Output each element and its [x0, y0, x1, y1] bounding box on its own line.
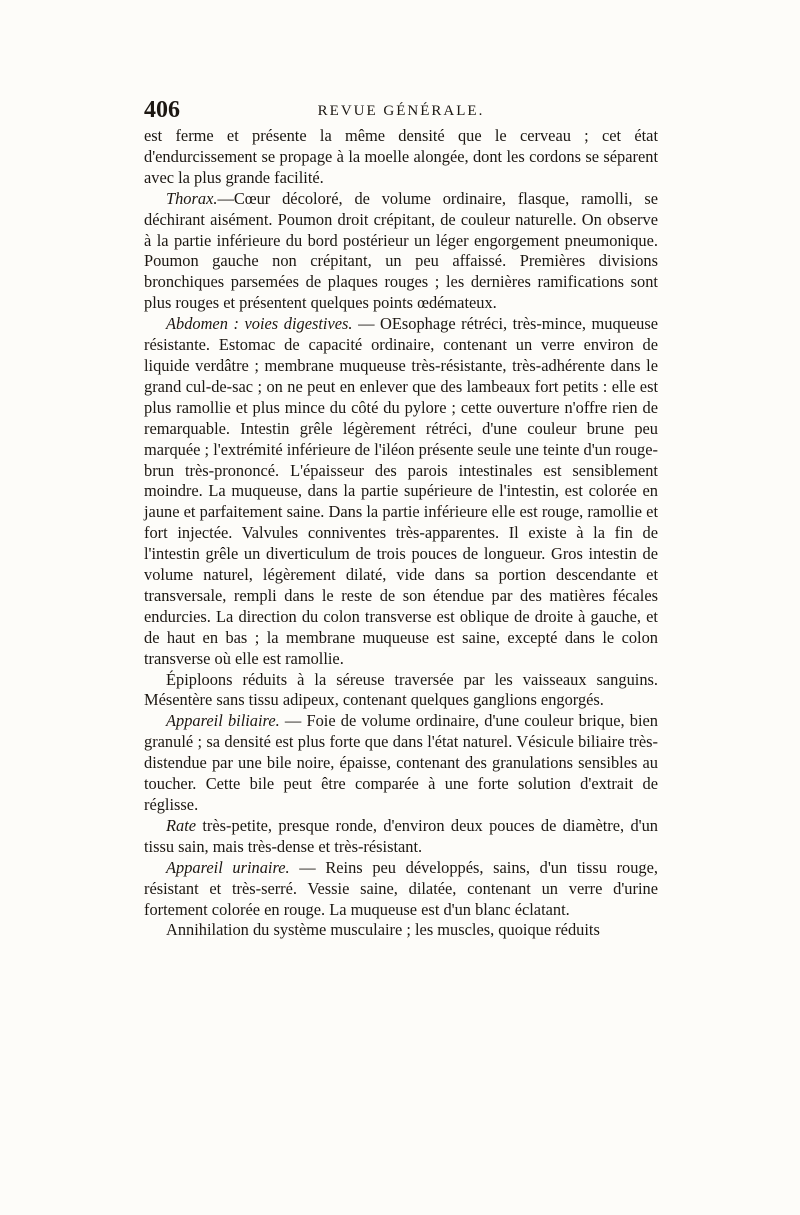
- paragraph: [144, 126, 658, 189]
- paragraph-text: est ferme et présente la même densité que le cerveau ; cet état d'endurcissement se propage à la moelle alongée, dont les cordons se séparent avec la plus grande facilité.: [144, 126, 658, 187]
- page-number: 406: [144, 97, 180, 123]
- paragraph-lead: Appareil urinaire.: [166, 857, 290, 877]
- paragraph-text: Épiploons réduits à la séreuse traversée par les vaisseaux sanguins. Mésentère sans tissu adipeux, contenant quelques ganglions engorgés.: [144, 669, 658, 710]
- paragraph: [144, 816, 658, 858]
- paragraph: [144, 670, 658, 712]
- paragraph: [144, 858, 658, 921]
- paragraph-text: —Cœur décoloré, de volume ordinaire, flasque, ramolli, se déchirant aisément. Poumon droit crépitant, de couleur naturelle. On observe à la partie inférieure du bord postérieur un léger engorgement pneumonique. Poumon gauche non crépitant, un peu affaissé. Premières divisions bronchiques parsemées de plaques rouges ; les dernières ramifications sont plus rouges et présentent quelques points œdémateux.: [144, 188, 658, 313]
- paragraph-text: — Foie de volume ordinaire, d'une couleur brique, bien granulé ; sa densité est plus forte que dans l'état naturel. Vésicule biliaire très-distendue par une bile noire, épaisse, contenant des granulations sensibles au toucher. Cette bile peut être comparée à une forte solution d'extrait de réglisse.: [144, 711, 658, 814]
- paragraph-text: — OEsophage rétréci, très-mince, muqueuse résistante. Estomac de capacité ordinaire, contenant un verre environ de liquide verdâtre ; membrane muqueuse très-résistante, très-adhérente dans le grand cul-de-sac ; on ne peut en enlever que des lambeaux fort petits : elle est plus ramollie et plus mince du côté du pylore ; cette ouverture n'offre rien de remarquable. Intestin grêle légèrement rétréci, d'une couleur brune peu marquée ; l'extrémité inférieure de l'iléon présente seule une teinte d'un rouge-brun très-prononcé. L'épaisseur des parois intestinales est sensiblement moindre. La muqueuse, dans la partie supérieure de l'intestin, est colorée en jaune et parfaitement saine. Dans la partie inférieure elle est rouge, ramollie et fort injectée. Valvules conniventes très-apparentes. Il existe à la fin de l'intestin grêle un diverticulum de trois pouces de longueur. Gros intestin de volume naturel, légèrement dilaté, vide dans sa portion descendante et transversale, rempli dans le reste de son étendue par des matières fécales endurcies. La direction du colon transverse est oblique de droite à gauche, et de haut en bas ; la membrane muqueuse est saine, excepté dans le colon transverse où elle est ramollie.: [144, 314, 658, 668]
- paragraph: [144, 711, 658, 816]
- paragraph-lead: Abdomen : voies digestives.: [166, 314, 353, 334]
- paragraph: [144, 920, 658, 941]
- paragraph: [144, 314, 658, 669]
- paragraph-text: — Reins peu développés, sains, d'un tissu rouge, résistant et très-serré. Vessie saine, dilatée, contenant un verre d'urine fortement colorée en rouge. La muqueuse est d'un blanc éclatant.: [144, 857, 658, 919]
- paragraph-lead: Rate: [166, 815, 197, 835]
- paragraph-text: Annihilation du système musculaire ; les muscles, quoique réduits: [166, 920, 600, 940]
- body-text: [144, 126, 658, 941]
- page-header: [144, 97, 658, 127]
- running-head: REVUE GÉNÉRALE.: [317, 103, 485, 119]
- paragraph-lead: Appareil biliaire.: [166, 711, 280, 731]
- paragraph-text: très-petite, presque ronde, d'environ deux pouces de diamètre, d'un tissu sain, mais très-dense et très-résistant.: [144, 815, 658, 856]
- paragraph-lead: Thorax.: [166, 188, 218, 208]
- paragraph: [144, 189, 658, 314]
